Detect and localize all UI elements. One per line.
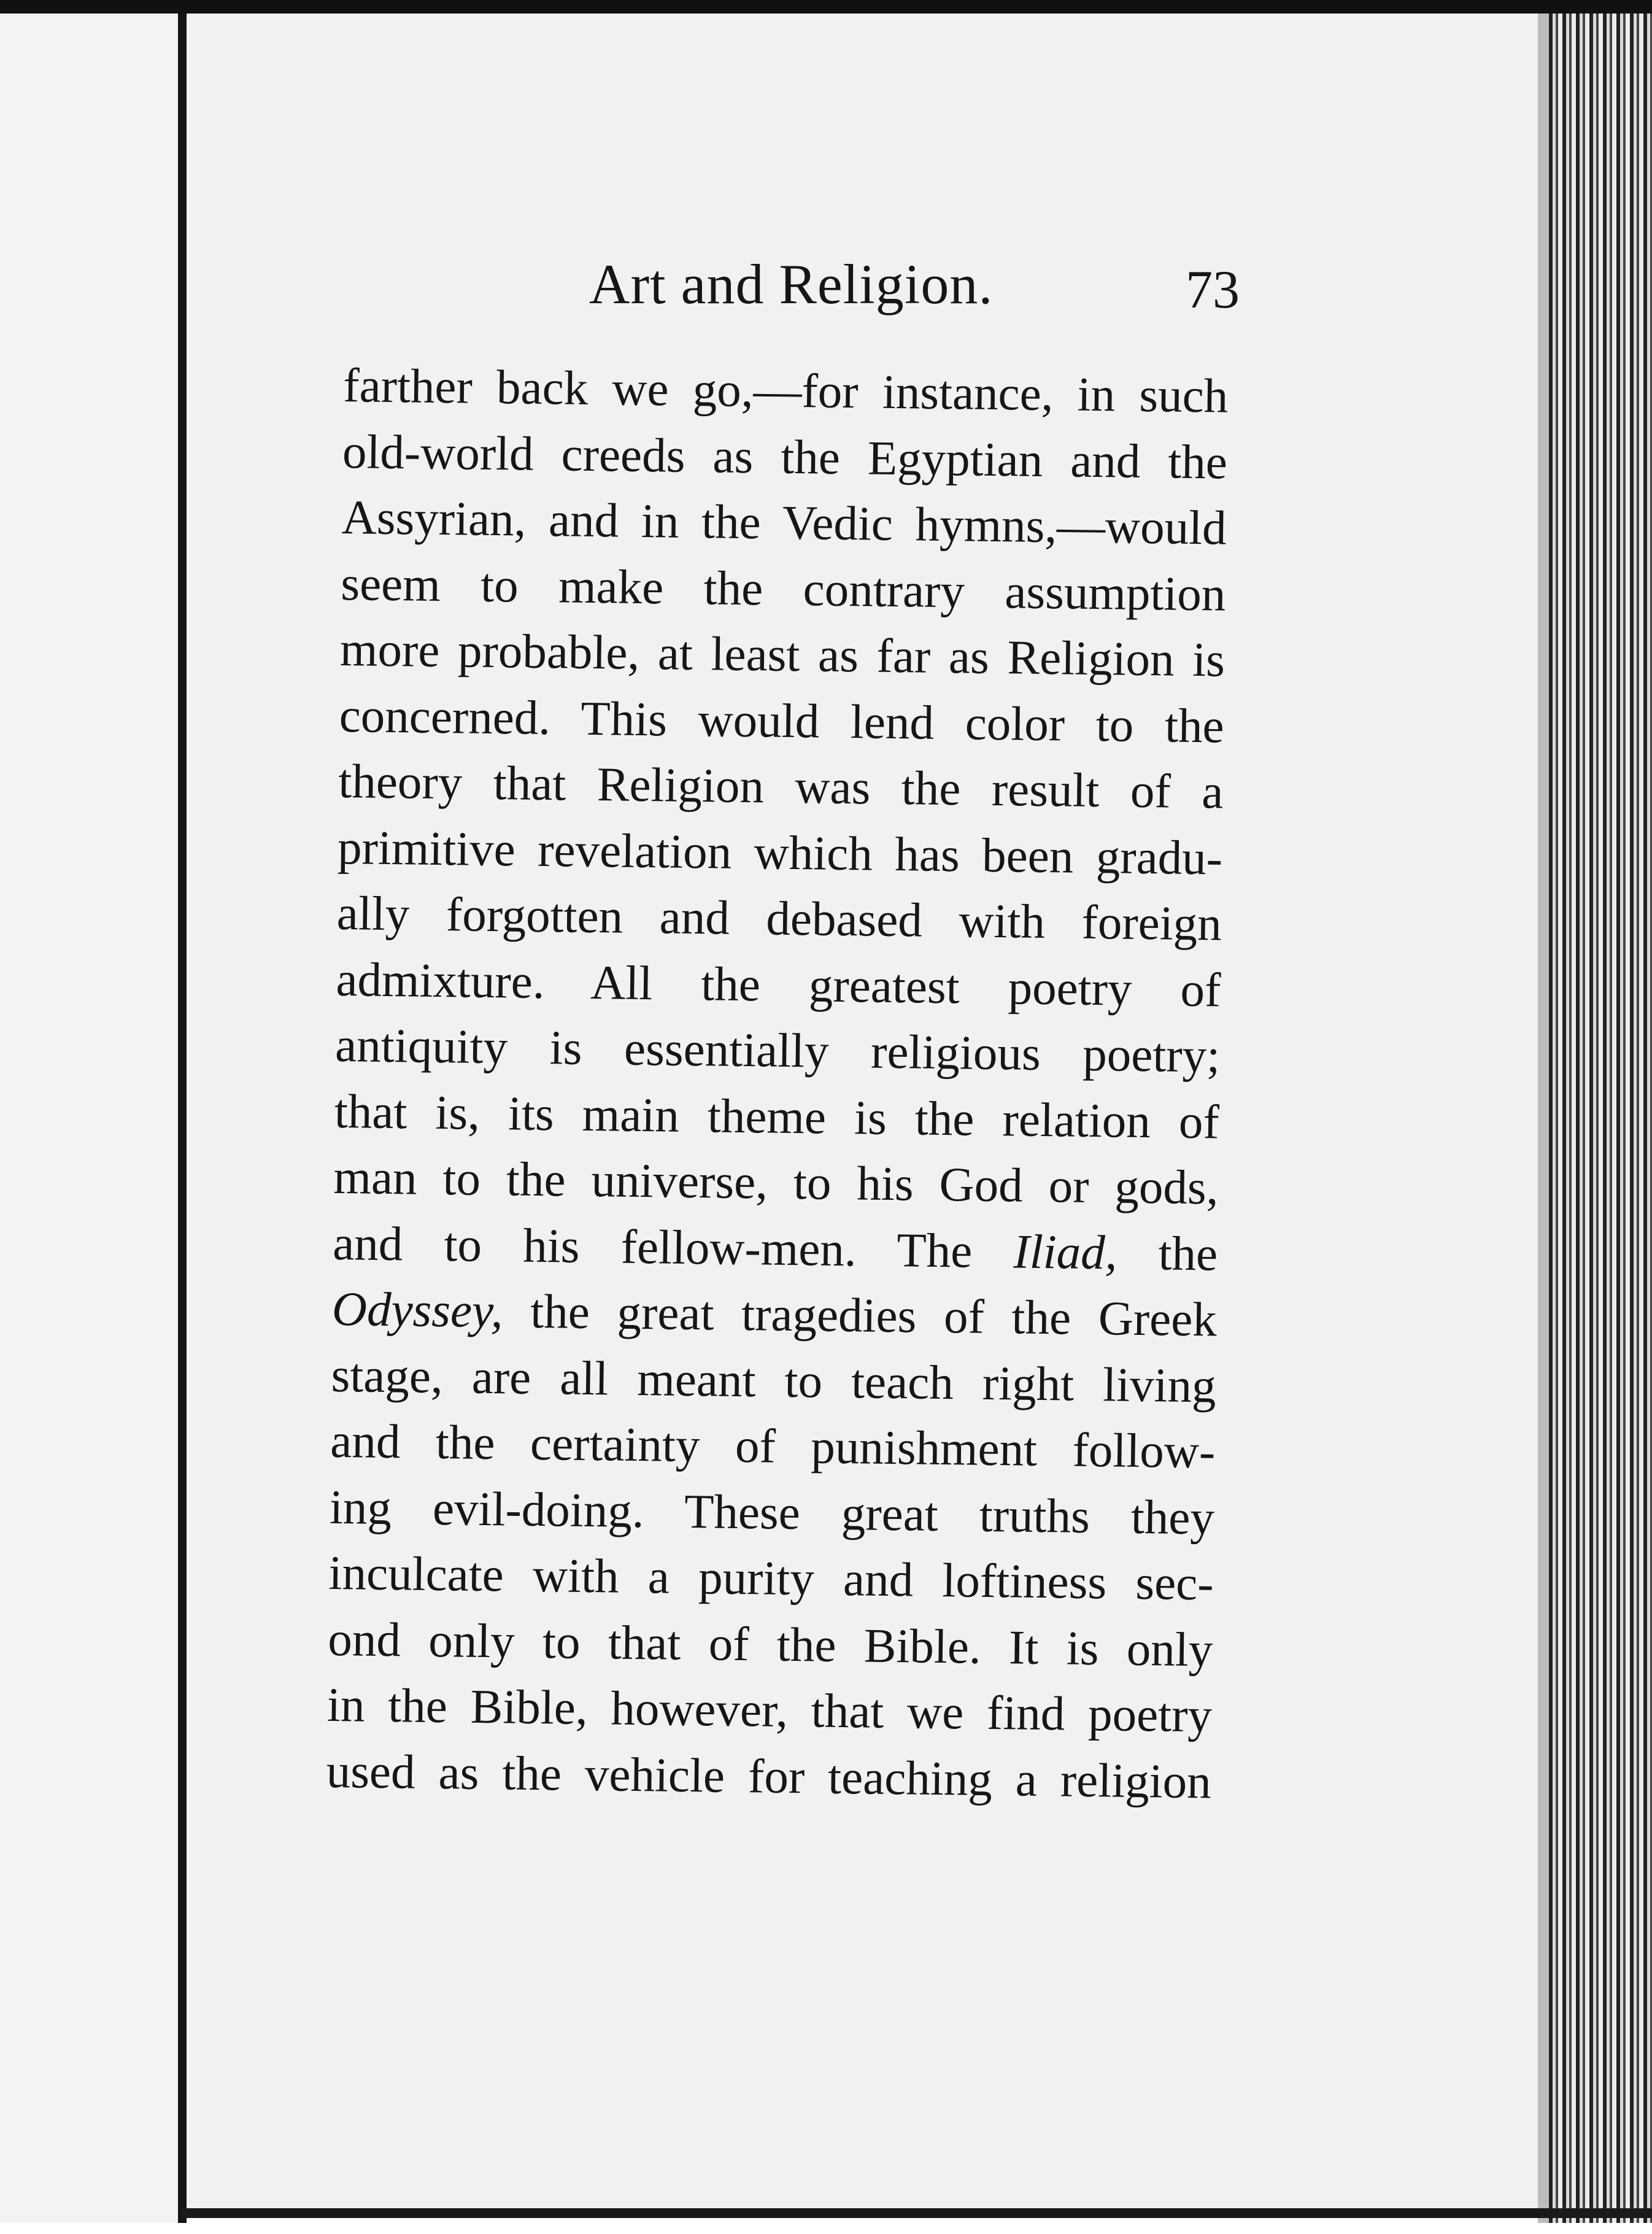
- text-line: Assyrian, and in the Vedic hymns,—would: [341, 490, 1227, 555]
- running-header: [589, 245, 1240, 331]
- text-line: primitive revelation which has been gradu-: [337, 821, 1223, 886]
- text-line: admixture. All the greatest poetry of: [335, 953, 1221, 1018]
- text-line: ond only to that of the Bible. It is only: [327, 1612, 1213, 1677]
- text-line: theory that Religion was the result of a: [338, 754, 1224, 819]
- text-line: man to the universe, to his God or gods,: [333, 1150, 1219, 1215]
- body-text: [326, 353, 1229, 1815]
- text-line-with-italic: [331, 1277, 1217, 1353]
- text-line: that is, its main theme is the relation of: [334, 1084, 1220, 1150]
- page-edges: [1549, 14, 1652, 2223]
- text-line: used as the vehicle for teaching a religion: [326, 1744, 1212, 1809]
- italic-title-iliad: Iliad,: [1013, 1224, 1117, 1280]
- text-segment: and to his fellow-men. The: [332, 1216, 973, 1278]
- text-line: farther back we go,—for instance, in such: [342, 358, 1229, 423]
- text-line: stage, are all meant to teach right living: [331, 1348, 1217, 1413]
- scan-bottom-border: [182, 2208, 1652, 2218]
- book-gutter: [178, 14, 187, 2223]
- text-segment: the great tragedies of the Greek: [530, 1285, 1218, 1347]
- text-line-with-italic: [333, 1210, 1218, 1287]
- page-edge-shadow: [1538, 14, 1550, 2223]
- text-line: and the certainty of punishment follow-: [330, 1414, 1216, 1479]
- facing-page-margin: [0, 14, 182, 2223]
- text-line: old-world creeds as the Egyptian and the: [342, 425, 1228, 490]
- text-line: seem to make the contrary assumption: [340, 557, 1226, 622]
- text-segment: the: [1158, 1226, 1218, 1281]
- text-line: concerned. This would lend color to the: [339, 689, 1225, 754]
- text-line: antiquity is essentially religious poetry;: [334, 1018, 1221, 1083]
- text-line: ally forgotten and debased with foreign: [336, 886, 1222, 951]
- running-title: Art and Religion.: [589, 253, 994, 315]
- italic-title-odyssey: Odyssey,: [331, 1282, 504, 1339]
- text-line: inculcate with a purity and loftiness sec-: [328, 1546, 1214, 1611]
- page-number: 73: [1186, 260, 1240, 320]
- scan-top-border: [0, 0, 1652, 14]
- text-line: in the Bible, however, that we find poetry: [326, 1678, 1213, 1743]
- text-line: ing evil-doing. These great truths they: [329, 1480, 1215, 1545]
- text-line: more probable, at least as far as Religion is: [339, 622, 1225, 687]
